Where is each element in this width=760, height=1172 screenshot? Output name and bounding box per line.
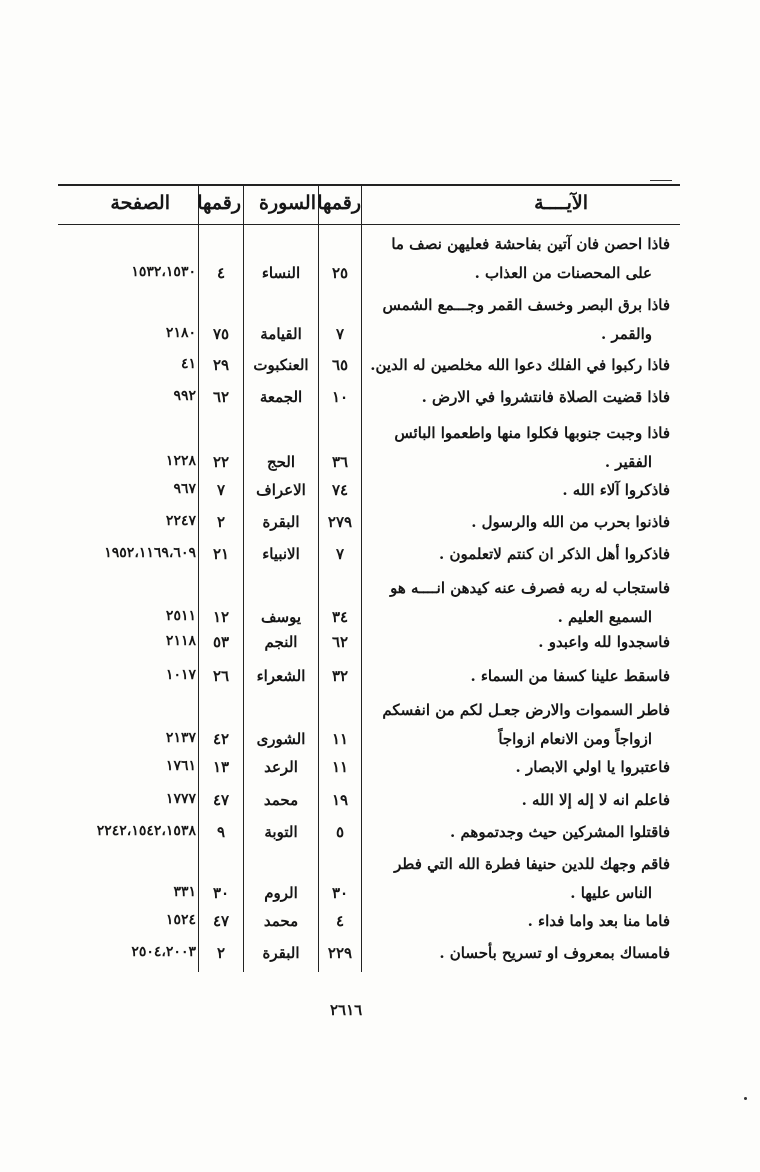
verse-number: ٦٥: [331, 356, 349, 374]
sura-name: محمد: [263, 912, 299, 930]
page-refs: ١٢٢٨: [165, 453, 196, 469]
verse-text: فاذا ركبوا في الفلك دعوا الله مخلصين له الدين.: [370, 356, 670, 374]
verse-text: فاذا احصن فان آتين بفاحشة فعليهن نصف ما: [391, 235, 670, 253]
sura-number: ٧٥: [212, 325, 230, 343]
verse-number: ٢٥: [331, 264, 349, 282]
column-divider: [318, 186, 319, 972]
sura-number: ١٣: [212, 758, 230, 776]
verse-text: فامساك بمعروف او تسريح بأحسان .: [439, 944, 670, 962]
sura-number: ٩: [216, 823, 226, 841]
top-mark: [650, 180, 672, 181]
sura-name: محمد: [263, 791, 299, 809]
verse-number: ٢٧٩: [327, 513, 353, 531]
verse-number: ١١: [331, 730, 349, 748]
page-refs: ٢١٣٧: [165, 730, 196, 746]
column-divider: [243, 186, 244, 972]
sura-name: الروم: [264, 884, 298, 902]
verse-text: فاذكروا آلاء الله .: [562, 481, 670, 499]
sura-number: ٧: [216, 481, 226, 499]
page-refs: ١٩٥٢،١١٦٩،٦٠٩: [104, 545, 196, 561]
verse-text: فاذكروا أهل الذكر ان كنتم لاتعلمون .: [439, 545, 670, 563]
sura-number: ٤: [216, 264, 226, 282]
sura-number: ٤٧: [212, 912, 230, 930]
verse-text: الناس عليها .: [570, 884, 652, 902]
verse-text: فاذنوا بحرب من الله والرسول .: [471, 513, 670, 531]
header-sura-number: رقمها: [197, 192, 241, 214]
page-refs: ٩٩٢: [173, 388, 196, 404]
verse-text: فاذا وجبت جنوبها فكلوا منها واطعموا البائس: [394, 424, 670, 442]
sura-number: ٢٢: [212, 453, 230, 471]
verse-text: فاطر السموات والارض جعـل لكم من انفسكم: [382, 701, 670, 719]
sura-name: الرعد: [264, 758, 298, 776]
sura-number: ٥٣: [212, 633, 230, 651]
page-refs: ٢٢٤٢،١٥٤٢،١٥٣٨: [96, 823, 196, 839]
verse-text: ازواجاً ومن الانعام ازواجاً: [498, 730, 652, 748]
sura-name: الجمعة: [259, 388, 303, 406]
verse-text: على المحصنات من العذاب .: [474, 264, 652, 282]
sura-name: الشورى: [256, 730, 306, 748]
verse-text: السميع العليم .: [557, 608, 652, 626]
verse-text: فاذا برق البصر وخسف القمر وجـــمع الشمس: [382, 296, 670, 314]
verse-number: ١٠: [331, 388, 349, 406]
page-refs: ٢٥٠٤،٢٠٠٣: [131, 944, 196, 960]
sura-name: الشعراء: [256, 667, 306, 685]
verse-text: فاسقط علينا كسفا من السماء .: [470, 667, 670, 685]
edge-mark: [744, 1097, 747, 1100]
sura-number: ٤٢: [212, 730, 230, 748]
sura-name: البقرة: [262, 513, 300, 531]
page-refs: ٢٥١١: [165, 608, 196, 624]
header-sura: السورة: [259, 192, 316, 214]
column-divider: [198, 186, 199, 972]
verse-number: ١٩: [331, 791, 349, 809]
page-refs: ١٠١٧: [165, 667, 196, 683]
page-refs: ٤١: [180, 356, 196, 372]
sura-number: ٦٢: [212, 388, 230, 406]
verse-text: فاقتلوا المشركين حيث وجدتموهم .: [450, 823, 670, 841]
verse-number: ٣٤: [331, 608, 349, 626]
verse-text: فاسجدوا لله واعبدو .: [538, 633, 670, 651]
verse-number: ٧: [335, 545, 345, 563]
sura-number: ٢١: [212, 545, 230, 563]
verse-number: ٣٦: [331, 453, 349, 471]
verse-number: ٤: [335, 912, 345, 930]
verse-text: فاذا قضيت الصلاة فانتشروا في الارض .: [421, 388, 670, 406]
verse-text: فاستجاب له ربه فصرف عنه كيدهن انــــه هو: [390, 579, 670, 597]
verse-text: فاعتبروا يا اولي الابصار .: [515, 758, 670, 776]
page-refs: ٢٢٤٧: [165, 513, 196, 529]
verse-number: ١١: [331, 758, 349, 776]
page-number: ٢٦١٦: [330, 1001, 363, 1019]
sura-name: الاعراف: [256, 481, 306, 499]
header-verse: الآيــــة: [534, 192, 588, 214]
sura-name: القيامة: [260, 325, 302, 343]
sura-number: ٢٩: [212, 356, 230, 374]
page-refs: ٩٦٧: [173, 481, 196, 497]
header-verse-number: رقمها: [317, 192, 361, 214]
header-top-rule: [58, 184, 680, 186]
sura-number: ٤٧: [212, 791, 230, 809]
verse-text: فاما منا بعد واما فداء .: [527, 912, 670, 930]
sura-name: يوسف: [260, 608, 302, 626]
page-refs: ١٧٧٧: [165, 791, 196, 807]
verse-number: ٧: [335, 325, 345, 343]
header-bottom-rule: [58, 224, 680, 225]
sura-name: الحج: [266, 453, 296, 471]
header-pages: الصفحة: [110, 192, 170, 214]
column-divider: [361, 186, 362, 972]
verse-number: ٣٢: [331, 667, 349, 685]
page-refs: ٣٣١: [173, 884, 196, 900]
page-refs: ١٥٢٤: [165, 912, 196, 928]
page-refs: ١٧٦١: [165, 758, 196, 774]
verse-text: فاقم وجهك للدين حنيفا فطرة الله التي فطر: [394, 855, 670, 873]
verse-number: ٥: [335, 823, 345, 841]
sura-name: البقرة: [262, 944, 300, 962]
sura-number: ٢: [216, 944, 226, 962]
page-refs: ١٥٣٢،١٥٣٠: [131, 264, 196, 280]
sura-name: التوبة: [264, 823, 298, 841]
verse-number: ٦٢: [331, 633, 349, 651]
sura-number: ٣٠: [212, 884, 230, 902]
sura-number: ١٢: [212, 608, 230, 626]
sura-number: ٢٦: [212, 667, 230, 685]
verse-number: ٧٤: [331, 481, 349, 499]
sura-name: الانبياء: [262, 545, 300, 563]
page-refs: ٢١٨٠: [165, 325, 196, 341]
sura-name: العنكبوت: [253, 356, 309, 374]
verse-text: والقمر .: [601, 325, 652, 343]
verse-text: الفقير .: [604, 453, 652, 471]
page-refs: ٢١١٨: [165, 633, 196, 649]
sura-number: ٢: [216, 513, 226, 531]
verse-text: فاعلم انه لا إله إلا الله .: [521, 791, 670, 809]
verse-number: ٢٢٩: [327, 944, 353, 962]
sura-name: النساء: [261, 264, 301, 282]
verse-number: ٣٠: [331, 884, 349, 902]
sura-name: النجم: [264, 633, 298, 651]
